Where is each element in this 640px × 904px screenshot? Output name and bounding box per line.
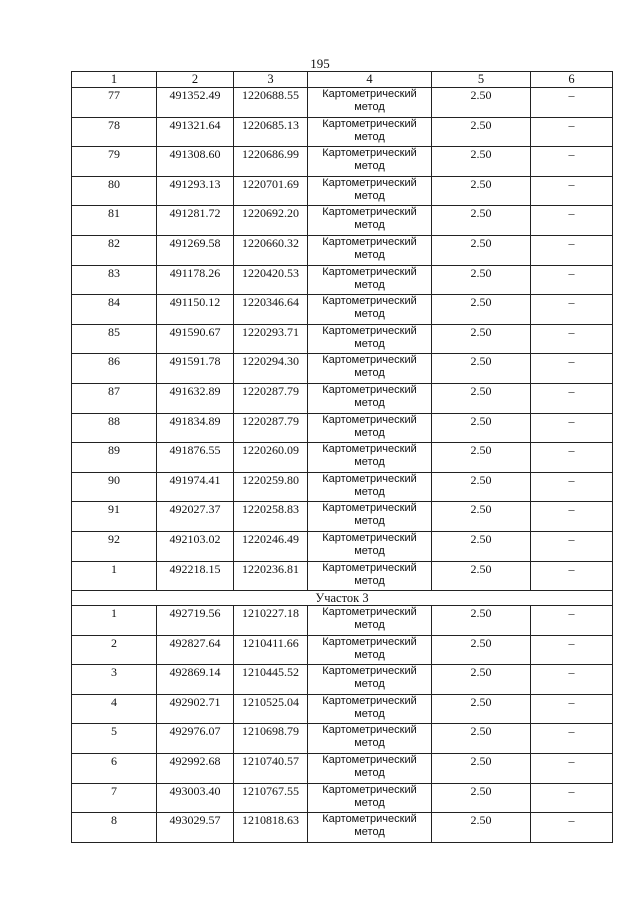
- accuracy-cell: 2.50: [432, 295, 531, 325]
- accuracy-cell: 2.50: [432, 354, 531, 384]
- point-number: 87: [72, 383, 157, 413]
- table-row: [72, 88, 613, 118]
- method-cell: [308, 606, 432, 636]
- table-row: [72, 754, 613, 784]
- method-line-1: Картометрический: [322, 295, 417, 308]
- coordinate-x: 493003.40: [157, 783, 234, 813]
- method-line-1: Картометрический: [322, 606, 417, 619]
- accuracy-cell: 2.50: [432, 783, 531, 813]
- accuracy-cell: 2.50: [432, 265, 531, 295]
- method-line-1: Картометрический: [322, 724, 417, 737]
- method-line-2: метод: [354, 707, 385, 720]
- table-row: [72, 206, 613, 236]
- section-row: [72, 591, 613, 606]
- accuracy-cell: 2.50: [432, 176, 531, 206]
- point-number: 1: [72, 606, 157, 636]
- table-row: [72, 413, 613, 443]
- coordinate-y: 1220287.79: [234, 383, 308, 413]
- coordinate-y: 1220246.49: [234, 531, 308, 561]
- point-number: 81: [72, 206, 157, 236]
- accuracy-cell: 2.50: [432, 147, 531, 177]
- coordinate-x: 492103.02: [157, 531, 234, 561]
- accuracy-cell: 2.50: [432, 235, 531, 265]
- coordinate-y: 1210818.63: [234, 813, 308, 843]
- method-cell: [308, 724, 432, 754]
- method-cell: [308, 354, 432, 384]
- method-cell: [308, 813, 432, 843]
- coordinate-x: 491632.89: [157, 383, 234, 413]
- method-line-1: Картометрический: [322, 413, 417, 426]
- header-col-6: 6: [531, 72, 613, 88]
- coordinate-x: 491590.67: [157, 324, 234, 354]
- point-number: 91: [72, 502, 157, 532]
- description-cell: –: [531, 354, 613, 384]
- coordinate-y: 1220260.09: [234, 443, 308, 473]
- description-cell: –: [531, 472, 613, 502]
- coordinate-x: 492027.37: [157, 502, 234, 532]
- coordinate-x: 491834.89: [157, 413, 234, 443]
- method-cell: [308, 235, 432, 265]
- method-line-2: метод: [354, 737, 385, 750]
- header-col-2: 2: [157, 72, 234, 88]
- method-cell: [308, 413, 432, 443]
- coordinate-x: 491178.26: [157, 265, 234, 295]
- description-cell: –: [531, 694, 613, 724]
- method-line-1: Картометрический: [322, 813, 417, 826]
- coordinate-y: 1220692.20: [234, 206, 308, 236]
- coordinate-y: 1220259.80: [234, 472, 308, 502]
- table-row: [72, 354, 613, 384]
- description-cell: –: [531, 606, 613, 636]
- method-line-1: Картометрический: [322, 694, 417, 707]
- method-cell: [308, 783, 432, 813]
- header-col-1: 1: [72, 72, 157, 88]
- accuracy-cell: 2.50: [432, 502, 531, 532]
- method-line-2: метод: [354, 308, 385, 321]
- coordinate-x: 491352.49: [157, 88, 234, 118]
- table-row: [72, 147, 613, 177]
- table-row: [72, 472, 613, 502]
- method-line-1: Картометрический: [322, 665, 417, 678]
- method-line-1: Картометрический: [322, 561, 417, 574]
- coordinate-x: 493029.57: [157, 813, 234, 843]
- method-cell: [308, 206, 432, 236]
- method-line-2: метод: [354, 826, 385, 839]
- method-line-2: метод: [354, 544, 385, 557]
- method-line-1: Картометрический: [322, 754, 417, 767]
- coordinate-y: 1220686.99: [234, 147, 308, 177]
- method-cell: [308, 88, 432, 118]
- description-cell: –: [531, 176, 613, 206]
- table-row: [72, 235, 613, 265]
- point-number: 78: [72, 117, 157, 147]
- coordinate-x: 492992.68: [157, 754, 234, 784]
- table-row: [72, 665, 613, 695]
- coordinate-x: 492719.56: [157, 606, 234, 636]
- method-cell: [308, 561, 432, 591]
- accuracy-cell: 2.50: [432, 531, 531, 561]
- description-cell: –: [531, 724, 613, 754]
- description-cell: –: [531, 531, 613, 561]
- accuracy-cell: 2.50: [432, 88, 531, 118]
- point-number: 84: [72, 295, 157, 325]
- method-cell: [308, 176, 432, 206]
- method-line-1: Картометрический: [322, 383, 417, 396]
- method-cell: [308, 531, 432, 561]
- point-number: 1: [72, 561, 157, 591]
- table-body-section-2: [72, 88, 613, 591]
- accuracy-cell: 2.50: [432, 206, 531, 236]
- method-line-2: метод: [354, 796, 385, 809]
- accuracy-cell: 2.50: [432, 606, 531, 636]
- description-cell: –: [531, 783, 613, 813]
- coordinate-y: 1210767.55: [234, 783, 308, 813]
- method-line-2: метод: [354, 101, 385, 113]
- table-row: [72, 265, 613, 295]
- method-cell: [308, 754, 432, 784]
- method-line-1: Картометрический: [322, 354, 417, 367]
- page-number: 195: [310, 56, 330, 71]
- point-number: 89: [72, 443, 157, 473]
- table-row: [72, 531, 613, 561]
- accuracy-cell: 2.50: [432, 561, 531, 591]
- accuracy-cell: 2.50: [432, 754, 531, 784]
- table-row: [72, 443, 613, 473]
- method-line-2: метод: [354, 678, 385, 691]
- coordinate-x: 492218.15: [157, 561, 234, 591]
- point-number: 90: [72, 472, 157, 502]
- description-cell: –: [531, 265, 613, 295]
- description-cell: –: [531, 206, 613, 236]
- description-cell: –: [531, 295, 613, 325]
- table-row: [72, 813, 613, 843]
- accuracy-cell: 2.50: [432, 413, 531, 443]
- method-line-2: метод: [354, 574, 385, 587]
- method-cell: [308, 502, 432, 532]
- method-line-2: метод: [354, 396, 385, 409]
- description-cell: –: [531, 413, 613, 443]
- table-row: [72, 606, 613, 636]
- point-number: 88: [72, 413, 157, 443]
- accuracy-cell: 2.50: [432, 694, 531, 724]
- method-line-2: метод: [354, 456, 385, 469]
- coordinate-x: 491269.58: [157, 235, 234, 265]
- method-line-2: метод: [354, 219, 385, 232]
- method-line-2: метод: [354, 767, 385, 780]
- coordinate-x: 491281.72: [157, 206, 234, 236]
- method-line-2: метод: [354, 337, 385, 350]
- method-line-2: метод: [354, 130, 385, 143]
- point-number: 5: [72, 724, 157, 754]
- accuracy-cell: 2.50: [432, 635, 531, 665]
- point-number: 92: [72, 531, 157, 561]
- table-row: [72, 383, 613, 413]
- header-col-5: 5: [432, 72, 531, 88]
- table-row: [72, 117, 613, 147]
- point-number: 6: [72, 754, 157, 784]
- header-row: [72, 72, 613, 88]
- point-number: 2: [72, 635, 157, 665]
- description-cell: –: [531, 235, 613, 265]
- coordinate-y: 1220287.79: [234, 413, 308, 443]
- accuracy-cell: 2.50: [432, 383, 531, 413]
- coordinate-y: 1210525.04: [234, 694, 308, 724]
- method-cell: [308, 665, 432, 695]
- method-line-1: Картометрический: [322, 502, 417, 515]
- table-row: [72, 295, 613, 325]
- accuracy-cell: 2.50: [432, 443, 531, 473]
- coordinate-y: 1220236.81: [234, 561, 308, 591]
- point-number: 77: [72, 88, 157, 118]
- method-line-1: Картометрический: [322, 635, 417, 648]
- method-line-2: метод: [354, 619, 385, 632]
- description-cell: –: [531, 665, 613, 695]
- coordinate-y: 1220701.69: [234, 176, 308, 206]
- point-number: 80: [72, 176, 157, 206]
- coordinate-y: 1210698.79: [234, 724, 308, 754]
- description-cell: –: [531, 754, 613, 784]
- method-line-1: Картометрический: [322, 783, 417, 796]
- method-cell: [308, 383, 432, 413]
- accuracy-cell: 2.50: [432, 665, 531, 695]
- accuracy-cell: 2.50: [432, 813, 531, 843]
- description-cell: –: [531, 502, 613, 532]
- method-line-1: Картометрический: [322, 117, 417, 130]
- description-cell: –: [531, 88, 613, 118]
- coordinate-x: 491321.64: [157, 117, 234, 147]
- accuracy-cell: 2.50: [432, 472, 531, 502]
- coordinate-x: 492827.64: [157, 635, 234, 665]
- point-number: 7: [72, 783, 157, 813]
- header-col-4: 4: [308, 72, 432, 88]
- method-line-2: метод: [354, 160, 385, 173]
- point-number: 82: [72, 235, 157, 265]
- method-line-2: метод: [354, 485, 385, 498]
- method-line-1: Картометрический: [322, 206, 417, 219]
- coordinate-x: 491974.41: [157, 472, 234, 502]
- point-number: 8: [72, 813, 157, 843]
- description-cell: –: [531, 117, 613, 147]
- description-cell: –: [531, 443, 613, 473]
- coordinate-y: 1220346.64: [234, 295, 308, 325]
- description-cell: –: [531, 561, 613, 591]
- method-cell: [308, 694, 432, 724]
- point-number: 86: [72, 354, 157, 384]
- method-cell: [308, 472, 432, 502]
- method-cell: [308, 324, 432, 354]
- accuracy-cell: 2.50: [432, 724, 531, 754]
- method-line-2: метод: [354, 367, 385, 380]
- method-line-1: Картометрический: [322, 265, 417, 278]
- method-line-2: метод: [354, 515, 385, 528]
- description-cell: –: [531, 635, 613, 665]
- method-line-1: Картометрический: [322, 176, 417, 189]
- coordinate-x: 492869.14: [157, 665, 234, 695]
- method-cell: [308, 117, 432, 147]
- method-line-1: Картометрический: [322, 147, 417, 160]
- description-cell: –: [531, 383, 613, 413]
- point-number: 3: [72, 665, 157, 695]
- section-title: Участок 3: [72, 591, 613, 606]
- coordinate-y: 1210445.52: [234, 665, 308, 695]
- method-line-2: метод: [354, 278, 385, 291]
- method-line-1: Картометрический: [322, 324, 417, 337]
- description-cell: –: [531, 324, 613, 354]
- coordinate-x: 492902.71: [157, 694, 234, 724]
- table-row: [72, 783, 613, 813]
- coordinate-y: 1220420.53: [234, 265, 308, 295]
- method-line-2: метод: [354, 248, 385, 261]
- accuracy-cell: 2.50: [432, 324, 531, 354]
- table-row: [72, 724, 613, 754]
- table-row: [72, 176, 613, 206]
- coordinate-y: 1220258.83: [234, 502, 308, 532]
- method-line-2: метод: [354, 648, 385, 661]
- method-cell: [308, 443, 432, 473]
- coordinate-y: 1220685.13: [234, 117, 308, 147]
- method-cell: [308, 635, 432, 665]
- coordinate-x: 491308.60: [157, 147, 234, 177]
- table-row: [72, 694, 613, 724]
- coordinate-y: 1220688.55: [234, 88, 308, 118]
- point-number: 85: [72, 324, 157, 354]
- accuracy-cell: 2.50: [432, 117, 531, 147]
- description-cell: –: [531, 813, 613, 843]
- method-cell: [308, 265, 432, 295]
- point-number: 79: [72, 147, 157, 177]
- coordinate-y: 1220294.30: [234, 354, 308, 384]
- coordinate-y: 1210227.18: [234, 606, 308, 636]
- method-cell: [308, 295, 432, 325]
- coordinate-y: 1210411.66: [234, 635, 308, 665]
- table-row: [72, 502, 613, 532]
- point-number: 4: [72, 694, 157, 724]
- section-header: [72, 591, 613, 606]
- coordinate-x: 491150.12: [157, 295, 234, 325]
- method-cell: [308, 147, 432, 177]
- table-body-section-3: [72, 606, 613, 843]
- coordinate-y: 1220293.71: [234, 324, 308, 354]
- method-line-2: метод: [354, 426, 385, 439]
- coordinate-x: 492976.07: [157, 724, 234, 754]
- point-number: 83: [72, 265, 157, 295]
- header-col-3: 3: [234, 72, 308, 88]
- coordinate-x: 491876.55: [157, 443, 234, 473]
- method-line-1: Картометрический: [322, 472, 417, 485]
- coordinate-x: 491293.13: [157, 176, 234, 206]
- table-row: [72, 324, 613, 354]
- description-cell: –: [531, 147, 613, 177]
- method-line-1: Картометрический: [322, 88, 417, 100]
- coordinate-x: 491591.78: [157, 354, 234, 384]
- method-line-2: метод: [354, 189, 385, 202]
- method-line-1: Картометрический: [322, 531, 417, 544]
- coordinate-y: 1210740.57: [234, 754, 308, 784]
- table-row: [72, 561, 613, 591]
- method-line-1: Картометрический: [322, 443, 417, 456]
- method-line-1: Картометрический: [322, 235, 417, 248]
- coordinate-y: 1220660.32: [234, 235, 308, 265]
- table-row: [72, 635, 613, 665]
- coordinates-table: [71, 71, 613, 843]
